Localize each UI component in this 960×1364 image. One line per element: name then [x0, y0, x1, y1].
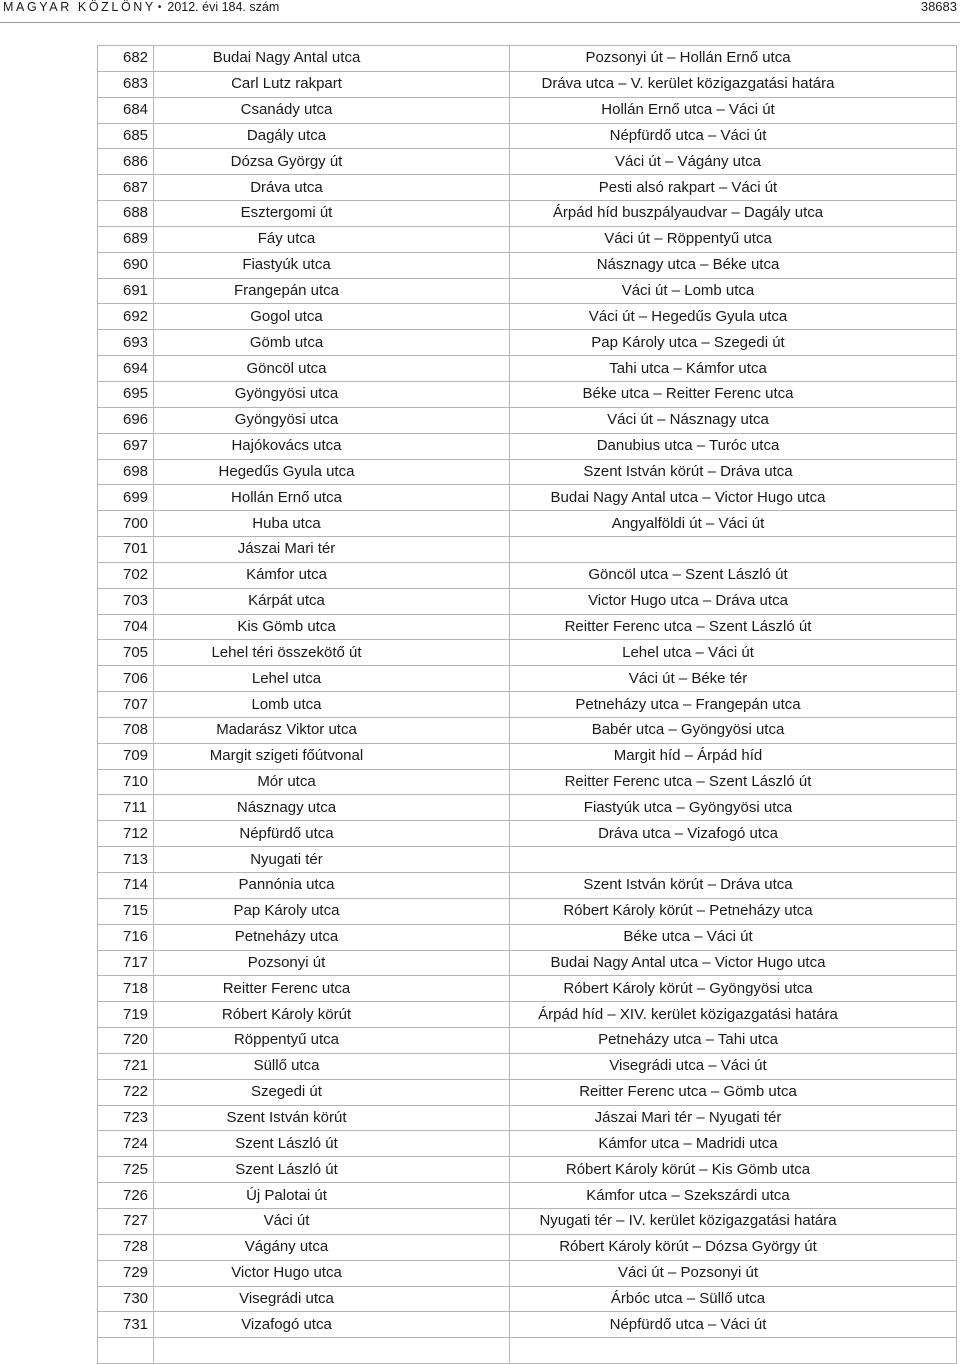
street-table-body	[98, 46, 957, 1364]
table-row	[98, 123, 957, 149]
row-number-cell: 717	[98, 950, 154, 976]
table-row	[98, 898, 957, 924]
bullet-separator: •	[157, 2, 162, 13]
street-section-cell: Násznagy utca – Béke utca	[510, 252, 957, 278]
street-name-cell: Lehel utca	[154, 666, 510, 692]
table-row	[98, 1183, 957, 1209]
table-row	[98, 226, 957, 252]
table-row	[98, 795, 957, 821]
street-name-cell: Fáy utca	[154, 226, 510, 252]
street-name-cell: Róbert Károly körút	[154, 1002, 510, 1028]
street-name-cell: Gyöngyösi utca	[154, 381, 510, 407]
street-name-cell: Vizafogó utca	[154, 1312, 510, 1338]
street-name-cell: Új Palotai út	[154, 1183, 510, 1209]
street-section-cell: Árpád híd buszpályaudvar – Dagály utca	[510, 201, 957, 227]
row-number-cell: 700	[98, 511, 154, 537]
street-name-cell: Fiastyúk utca	[154, 252, 510, 278]
row-number-cell: 718	[98, 976, 154, 1002]
street-section-cell: Szent István körút – Dráva utca	[510, 873, 957, 899]
table-row	[98, 511, 957, 537]
street-name-cell: Násznagy utca	[154, 795, 510, 821]
street-section-cell: Kámfor utca – Madridi utca	[510, 1131, 957, 1157]
table-row	[98, 1028, 957, 1054]
row-number-cell: 722	[98, 1079, 154, 1105]
table-row	[98, 873, 957, 899]
publication-title: MAGYAR KÖZLÖNY	[3, 0, 156, 14]
table-row	[98, 1131, 957, 1157]
row-number-cell: 715	[98, 898, 154, 924]
row-number-cell: 701	[98, 537, 154, 563]
street-section-cell: Váci út – Pozsonyi út	[510, 1260, 957, 1286]
street-name-cell: Szent László út	[154, 1131, 510, 1157]
street-section-cell: Petneházy utca – Tahi utca	[510, 1028, 957, 1054]
row-number-cell: 688	[98, 201, 154, 227]
row-number-cell: 729	[98, 1260, 154, 1286]
street-name-cell: Röppentyű utca	[154, 1028, 510, 1054]
street-name-cell: Lomb utca	[154, 692, 510, 718]
table-row	[98, 459, 957, 485]
row-number-cell: 708	[98, 717, 154, 743]
street-section-cell: Váci út – Röppentyű utca	[510, 226, 957, 252]
table-row	[98, 1208, 957, 1234]
row-number-cell: 689	[98, 226, 154, 252]
row-number-cell: 707	[98, 692, 154, 718]
street-section-cell: Victor Hugo utca – Dráva utca	[510, 588, 957, 614]
row-number-cell: 695	[98, 381, 154, 407]
table-row	[98, 46, 957, 72]
street-name-cell: Nyugati tér	[154, 847, 510, 873]
street-name-cell: Reitter Ferenc utca	[154, 976, 510, 1002]
row-number-cell: 712	[98, 821, 154, 847]
row-number-cell: 698	[98, 459, 154, 485]
table-row	[98, 149, 957, 175]
street-section-cell: Budai Nagy Antal utca – Victor Hugo utca	[510, 950, 957, 976]
row-number-cell: 702	[98, 562, 154, 588]
street-name-cell: Mór utca	[154, 769, 510, 795]
table-row	[98, 1002, 957, 1028]
row-number-cell: 721	[98, 1053, 154, 1079]
table-row	[98, 1234, 957, 1260]
street-section-cell: Danubius utca – Turóc utca	[510, 433, 957, 459]
table-row	[98, 278, 957, 304]
row-number-cell: 720	[98, 1028, 154, 1054]
street-section-cell: Lehel utca – Váci út	[510, 640, 957, 666]
street-name-cell: Hollán Ernő utca	[154, 485, 510, 511]
street-name-cell: Pap Károly utca	[154, 898, 510, 924]
street-name-cell	[154, 1338, 510, 1364]
row-number-cell: 714	[98, 873, 154, 899]
row-number-cell: 692	[98, 304, 154, 330]
street-name-cell: Népfürdő utca	[154, 821, 510, 847]
street-name-cell: Frangepán utca	[154, 278, 510, 304]
street-name-cell: Kámfor utca	[154, 562, 510, 588]
street-name-cell: Carl Lutz rakpart	[154, 71, 510, 97]
street-section-cell: Pesti alsó rakpart – Váci út	[510, 175, 957, 201]
table-row	[98, 588, 957, 614]
street-name-cell: Huba utca	[154, 511, 510, 537]
street-name-cell: Petneházy utca	[154, 924, 510, 950]
table-row	[98, 304, 957, 330]
table-row	[98, 769, 957, 795]
street-section-cell: Népfürdő utca – Váci út	[510, 1312, 957, 1338]
row-number-cell: 709	[98, 743, 154, 769]
street-name-cell: Váci út	[154, 1208, 510, 1234]
street-name-cell: Dráva utca	[154, 175, 510, 201]
table-row	[98, 537, 957, 563]
street-section-cell: Göncöl utca – Szent László út	[510, 562, 957, 588]
street-name-cell: Kis Gömb utca	[154, 614, 510, 640]
street-section-cell: Kámfor utca – Szekszárdi utca	[510, 1183, 957, 1209]
row-number-cell: 691	[98, 278, 154, 304]
table-row	[98, 381, 957, 407]
header-left	[3, 0, 279, 15]
row-number-cell: 711	[98, 795, 154, 821]
row-number-cell: 696	[98, 407, 154, 433]
street-table	[97, 45, 957, 1364]
street-section-cell	[510, 847, 957, 873]
street-section-cell: Népfürdő utca – Váci út	[510, 123, 957, 149]
table-row	[98, 252, 957, 278]
table-row	[98, 950, 957, 976]
street-name-cell: Pannónia utca	[154, 873, 510, 899]
street-section-cell: Árpád híd – XIV. kerület közigazgatási határa	[510, 1002, 957, 1028]
table-row	[98, 1105, 957, 1131]
street-name-cell: Szent László út	[154, 1157, 510, 1183]
row-number-cell: 683	[98, 71, 154, 97]
street-name-cell: Esztergomi út	[154, 201, 510, 227]
street-section-cell: Váci út – Béke tér	[510, 666, 957, 692]
street-section-cell: Babér utca – Gyöngyösi utca	[510, 717, 957, 743]
row-number-cell: 723	[98, 1105, 154, 1131]
table-row	[98, 485, 957, 511]
street-section-cell: Reitter Ferenc utca – Szent László út	[510, 614, 957, 640]
street-name-cell: Gogol utca	[154, 304, 510, 330]
row-number-cell: 694	[98, 356, 154, 382]
street-name-cell: Pozsonyi út	[154, 950, 510, 976]
issue-label: 2012. évi 184. szám	[167, 0, 280, 14]
table-row	[98, 821, 957, 847]
table-row	[98, 640, 957, 666]
street-section-cell: Dráva utca – Vizafogó utca	[510, 821, 957, 847]
table-row	[98, 175, 957, 201]
street-section-cell: Reitter Ferenc utca – Gömb utca	[510, 1079, 957, 1105]
row-number-cell: 731	[98, 1312, 154, 1338]
table-row	[98, 201, 957, 227]
row-number-cell: 685	[98, 123, 154, 149]
street-name-cell: Lehel téri összekötő út	[154, 640, 510, 666]
street-section-cell: Váci út – Násznagy utca	[510, 407, 957, 433]
row-number-cell: 697	[98, 433, 154, 459]
street-name-cell: Csanády utca	[154, 97, 510, 123]
row-number-cell: 727	[98, 1208, 154, 1234]
street-section-cell: Béke utca – Váci út	[510, 924, 957, 950]
street-section-cell: Váci út – Vágány utca	[510, 149, 957, 175]
street-name-cell: Dagály utca	[154, 123, 510, 149]
street-section-cell: Váci út – Lomb utca	[510, 278, 957, 304]
row-number-cell: 728	[98, 1234, 154, 1260]
page-header	[0, 0, 960, 23]
street-section-cell: Petneházy utca – Frangepán utca	[510, 692, 957, 718]
table-row	[98, 1260, 957, 1286]
row-number-cell: 687	[98, 175, 154, 201]
street-name-cell: Budai Nagy Antal utca	[154, 46, 510, 72]
street-section-cell: Fiastyúk utca – Gyöngyösi utca	[510, 795, 957, 821]
row-number-cell	[98, 1338, 154, 1364]
table-row	[98, 562, 957, 588]
street-section-cell: Dráva utca – V. kerület közigazgatási határa	[510, 71, 957, 97]
row-number-cell: 724	[98, 1131, 154, 1157]
table-row	[98, 1312, 957, 1338]
table-row	[98, 717, 957, 743]
street-section-cell: Budai Nagy Antal utca – Victor Hugo utca	[510, 485, 957, 511]
street-section-cell: Jászai Mari tér – Nyugati tér	[510, 1105, 957, 1131]
street-section-cell: Pap Károly utca – Szegedi út	[510, 330, 957, 356]
street-section-cell: Margit híd – Árpád híd	[510, 743, 957, 769]
street-name-cell: Hajókovács utca	[154, 433, 510, 459]
street-section-cell: Pozsonyi út – Hollán Ernő utca	[510, 46, 957, 72]
row-number-cell: 693	[98, 330, 154, 356]
row-number-cell: 730	[98, 1286, 154, 1312]
table-row	[98, 976, 957, 1002]
table-row	[98, 71, 957, 97]
street-section-cell: Szent István körút – Dráva utca	[510, 459, 957, 485]
table-row	[98, 692, 957, 718]
row-number-cell: 682	[98, 46, 154, 72]
table-row	[98, 407, 957, 433]
table-row	[98, 330, 957, 356]
street-section-cell: Róbert Károly körút – Dózsa György út	[510, 1234, 957, 1260]
page-number: 38683	[920, 0, 957, 14]
street-name-cell: Visegrádi utca	[154, 1286, 510, 1312]
street-section-cell: Róbert Károly körút – Gyöngyösi utca	[510, 976, 957, 1002]
street-name-cell: Szegedi út	[154, 1079, 510, 1105]
street-name-cell: Jászai Mari tér	[154, 537, 510, 563]
street-section-cell	[510, 1338, 957, 1364]
table-row	[98, 1338, 957, 1364]
table-row	[98, 847, 957, 873]
street-section-cell: Reitter Ferenc utca – Szent László út	[510, 769, 957, 795]
table-row	[98, 666, 957, 692]
street-name-cell: Madarász Viktor utca	[154, 717, 510, 743]
street-section-cell: Hollán Ernő utca – Váci út	[510, 97, 957, 123]
row-number-cell: 716	[98, 924, 154, 950]
street-section-cell: Tahi utca – Kámfor utca	[510, 356, 957, 382]
street-name-cell: Kárpát utca	[154, 588, 510, 614]
row-number-cell: 710	[98, 769, 154, 795]
table-row	[98, 1079, 957, 1105]
street-name-cell: Göncöl utca	[154, 356, 510, 382]
row-number-cell: 686	[98, 149, 154, 175]
street-name-cell: Süllő utca	[154, 1053, 510, 1079]
row-number-cell: 726	[98, 1183, 154, 1209]
table-row	[98, 356, 957, 382]
table-row	[98, 1157, 957, 1183]
street-name-cell: Margit szigeti főútvonal	[154, 743, 510, 769]
table-row	[98, 1053, 957, 1079]
row-number-cell: 704	[98, 614, 154, 640]
table-row	[98, 1286, 957, 1312]
street-name-cell: Vágány utca	[154, 1234, 510, 1260]
street-section-cell: Róbert Károly körút – Petneházy utca	[510, 898, 957, 924]
street-name-cell: Gyöngyösi utca	[154, 407, 510, 433]
row-number-cell: 684	[98, 97, 154, 123]
row-number-cell: 690	[98, 252, 154, 278]
street-name-cell: Gömb utca	[154, 330, 510, 356]
table-row	[98, 614, 957, 640]
street-section-cell: Angyalföldi út – Váci út	[510, 511, 957, 537]
street-section-cell: Béke utca – Reitter Ferenc utca	[510, 381, 957, 407]
street-name-cell: Hegedűs Gyula utca	[154, 459, 510, 485]
table-row	[98, 97, 957, 123]
street-section-cell	[510, 537, 957, 563]
table-row	[98, 433, 957, 459]
row-number-cell: 705	[98, 640, 154, 666]
street-section-cell: Váci út – Hegedűs Gyula utca	[510, 304, 957, 330]
row-number-cell: 725	[98, 1157, 154, 1183]
row-number-cell: 713	[98, 847, 154, 873]
street-name-cell: Victor Hugo utca	[154, 1260, 510, 1286]
street-name-cell: Dózsa György út	[154, 149, 510, 175]
row-number-cell: 699	[98, 485, 154, 511]
row-number-cell: 703	[98, 588, 154, 614]
street-section-cell: Róbert Károly körút – Kis Gömb utca	[510, 1157, 957, 1183]
row-number-cell: 706	[98, 666, 154, 692]
street-section-cell: Nyugati tér – IV. kerület közigazgatási határa	[510, 1208, 957, 1234]
table-row	[98, 924, 957, 950]
table-row	[98, 743, 957, 769]
street-section-cell: Árbóc utca – Süllő utca	[510, 1286, 957, 1312]
row-number-cell: 719	[98, 1002, 154, 1028]
street-section-cell: Visegrádi utca – Váci út	[510, 1053, 957, 1079]
street-name-cell: Szent István körút	[154, 1105, 510, 1131]
